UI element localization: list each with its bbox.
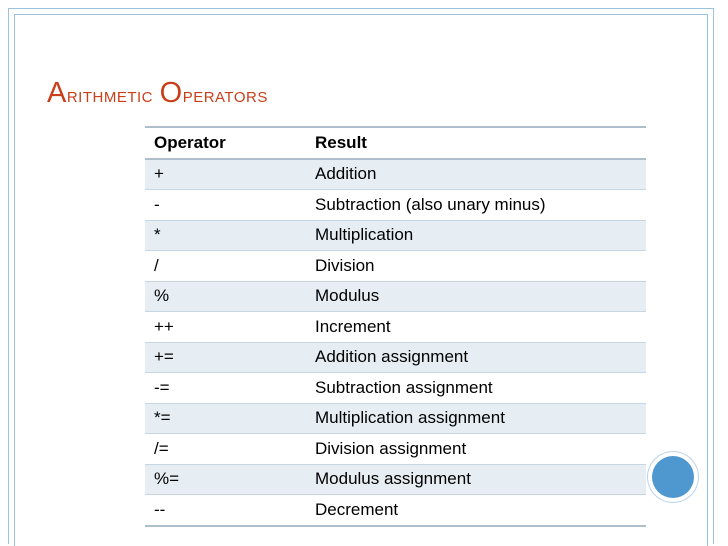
result-cell: Division <box>307 251 646 282</box>
result-cell: Subtraction assignment <box>307 373 646 404</box>
table-row <box>145 464 646 495</box>
operator-cell: %= <box>145 464 307 495</box>
table-row <box>145 159 646 190</box>
header-result: Result <box>307 127 646 159</box>
operator-cell: * <box>145 220 307 251</box>
result-cell: Addition assignment <box>307 342 646 373</box>
result-cell: Decrement <box>307 495 646 526</box>
title-rest-1: rithmetic <box>66 82 154 107</box>
operator-cell: /= <box>145 434 307 465</box>
operator-cell: += <box>145 342 307 373</box>
operator-cell: + <box>145 159 307 190</box>
table-row <box>145 190 646 221</box>
decorative-circle <box>652 456 694 498</box>
title-cap-1: A <box>47 77 67 109</box>
operator-cell: % <box>145 281 307 312</box>
header-operator: Operator <box>145 127 307 159</box>
result-cell: Modulus assignment <box>307 464 646 495</box>
result-cell: Division assignment <box>307 434 646 465</box>
operator-cell: ++ <box>145 312 307 343</box>
operator-cell: *= <box>145 403 307 434</box>
table-header-row <box>145 127 646 159</box>
operator-cell: - <box>145 190 307 221</box>
result-cell: Addition <box>307 159 646 190</box>
table-row <box>145 434 646 465</box>
result-cell: Subtraction (also unary minus) <box>307 190 646 221</box>
result-cell: Increment <box>307 312 646 343</box>
table-row <box>145 251 646 282</box>
table-row <box>145 312 646 343</box>
operator-cell: / <box>145 251 307 282</box>
table-row <box>145 495 646 526</box>
result-cell: Modulus <box>307 281 646 312</box>
table-row <box>145 373 646 404</box>
operator-cell: -= <box>145 373 307 404</box>
table-row <box>145 220 646 251</box>
table-row <box>145 281 646 312</box>
slide-title <box>47 78 268 110</box>
title-cap-2: O <box>159 77 183 109</box>
title-rest-2: perators <box>182 82 268 107</box>
result-cell: Multiplication assignment <box>307 403 646 434</box>
operators-table <box>145 126 646 527</box>
table-row <box>145 342 646 373</box>
result-cell: Multiplication <box>307 220 646 251</box>
operator-cell: -- <box>145 495 307 526</box>
table-row <box>145 403 646 434</box>
